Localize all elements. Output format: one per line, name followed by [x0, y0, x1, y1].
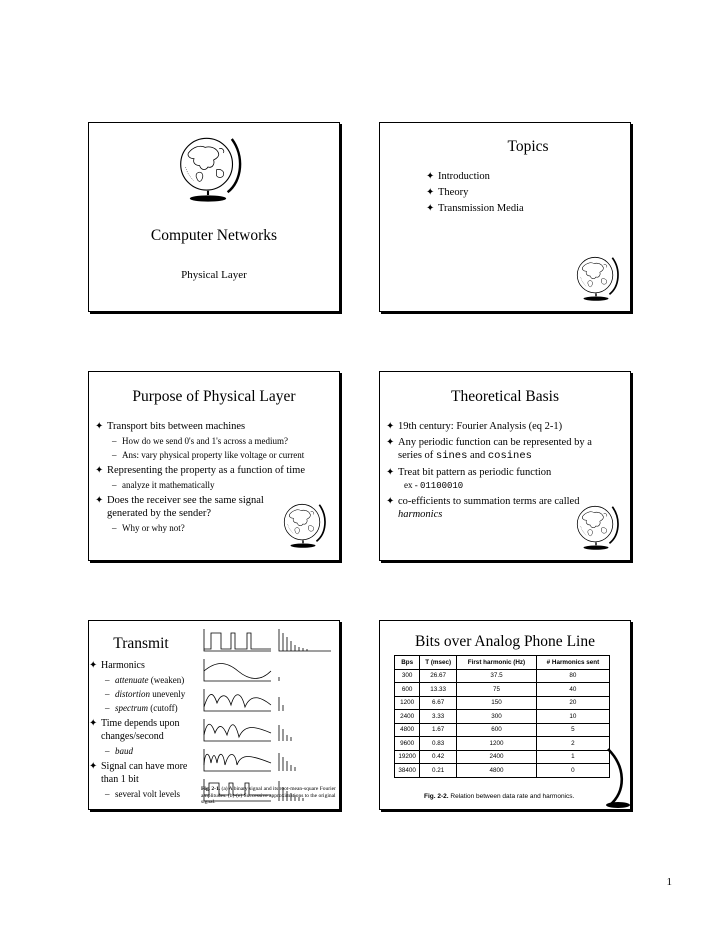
star-bullet-icon: ✦	[95, 465, 104, 476]
list-item: – attenuate (weaken)	[105, 675, 185, 685]
list-item: ✦ Any periodic function can be represented by a series of sines and cosines	[386, 437, 592, 462]
list-item: ✦ Theory	[426, 187, 469, 198]
slide-computer-networks	[88, 122, 340, 312]
slide-purpose-physical-layer	[88, 371, 340, 561]
list-item: ✦ Introduction	[426, 171, 490, 182]
column-header: # Harmonics sent	[536, 656, 609, 670]
list-item: ✦ Harmonics	[89, 660, 145, 671]
star-bullet-icon: ✦	[89, 718, 98, 729]
slide-subtitle: Physical Layer	[181, 269, 247, 281]
slide-title: Bits over Analog Phone Line	[415, 633, 595, 650]
slide-title: Purpose of Physical Layer	[132, 388, 296, 405]
table-row: 300 26.67 37.5 80	[395, 669, 610, 683]
list-item: – distortion unevenly	[105, 689, 186, 699]
table-row: 1200 6.67 150 20	[395, 696, 610, 710]
column-header: T (msec)	[420, 656, 457, 670]
list-item: – several volt levels	[105, 789, 180, 799]
list-item: ✦ co-efficients to summation terms are called harmonics	[386, 496, 580, 520]
globe-icon	[173, 129, 243, 205]
star-bullet-icon: ✦	[426, 187, 435, 198]
column-header: First harmonic (Hz)	[457, 656, 537, 670]
slide-bits-over-analog-phone-line	[379, 620, 631, 810]
topics-list	[420, 170, 630, 218]
slide-title: Theoretical Basis	[450, 388, 560, 405]
figure-caption: Fig. 2-1. (a) A binary signal and its root-mean-square Fourier amplitudes. (b)-(e) Successive approximations to the original signal.	[201, 786, 336, 805]
list-item: ✦ Time depends upon changes/second	[89, 718, 180, 742]
star-bullet-icon: ✦	[95, 495, 104, 506]
slide-title: Computer Networks	[150, 227, 278, 244]
list-item: ✦ Transmission Media	[426, 203, 524, 214]
star-bullet-icon: ✦	[89, 660, 98, 671]
list-item: ✦ Representing the property as a function of time	[95, 465, 305, 476]
list-item: ✦ 19th century: Fourier Analysis (eq 2-1)	[386, 421, 563, 432]
star-bullet-icon: ✦	[89, 761, 98, 772]
bullet-list	[89, 659, 201, 803]
slide-title: Transmit	[113, 635, 169, 652]
star-bullet-icon: ✦	[386, 496, 395, 507]
fourier-figure	[201, 625, 337, 807]
slide-topics	[379, 122, 631, 312]
slide-transmit	[88, 620, 340, 810]
figure-caption: Fig. 2-2. Relation between data rate and harmonics.	[424, 793, 575, 800]
table-row: 600 13.33 75 40	[395, 683, 610, 697]
page-number: 1	[666, 876, 672, 888]
list-item: ✦ Transport bits between machines	[95, 421, 246, 432]
table-row: 9600 0.83 1200 2	[395, 737, 610, 751]
star-bullet-icon: ✦	[426, 203, 435, 214]
list-item: ✦ Does the receiver see the same signal generated by the sender?	[95, 495, 264, 519]
list-item: ex - 01100010	[404, 480, 464, 491]
star-bullet-icon: ✦	[386, 437, 395, 448]
table-row: 4800 1.67 600 5	[395, 723, 610, 737]
table-row: 38400 0.21 4800 0	[395, 764, 610, 778]
table-row: 2400 3.33 300 10	[395, 710, 610, 724]
star-bullet-icon: ✦	[95, 421, 104, 432]
list-item: – How do we send 0's and 1's across a medium?	[112, 436, 288, 446]
list-item: ✦ Signal can have more than 1 bit	[89, 761, 188, 785]
list-item: ✦ Treat bit pattern as periodic function	[386, 467, 552, 478]
bullet-list	[380, 420, 616, 524]
globe-icon	[572, 249, 620, 305]
list-item: – spectrum (cutoff)	[105, 703, 178, 713]
star-bullet-icon: ✦	[426, 171, 435, 182]
slide-theoretical-basis	[379, 371, 631, 561]
data-rate-table	[394, 655, 610, 778]
list-item: – Why or why not?	[112, 523, 185, 533]
column-header: Bps	[395, 656, 420, 670]
globe-icon	[604, 747, 630, 809]
slide-title: Topics	[507, 138, 549, 155]
table-row: 19200 0.42 2400 1	[395, 750, 610, 764]
star-bullet-icon: ✦	[386, 421, 395, 432]
list-item: – analyze it mathematically	[112, 480, 215, 490]
list-item: – baud	[105, 746, 133, 756]
list-item: – Ans: vary physical property like voltage or current	[112, 450, 305, 460]
star-bullet-icon: ✦	[386, 467, 395, 478]
table-header-row	[395, 656, 610, 670]
bullet-list	[89, 420, 329, 537]
